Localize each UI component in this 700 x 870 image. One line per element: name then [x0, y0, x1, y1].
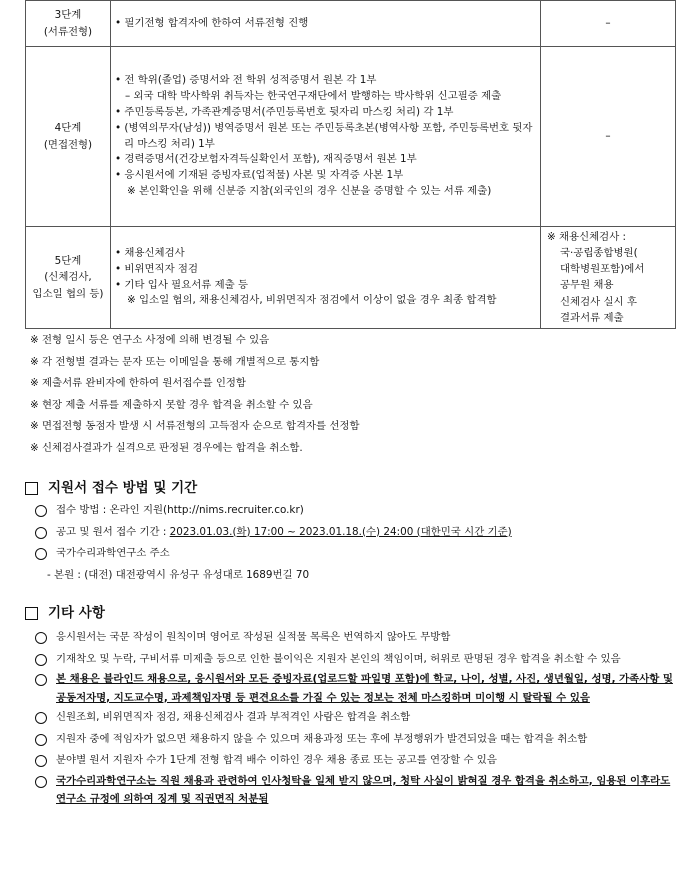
selection-process-table	[25, 0, 676, 329]
stage-cell	[26, 1, 111, 47]
list-item	[35, 707, 680, 729]
stage-label: 4단계	[54, 122, 82, 135]
application-details	[35, 500, 680, 586]
list-item	[35, 729, 680, 751]
stage-cell	[26, 227, 111, 329]
document-item: • (병역의무자(남성)) 병역증명서 원본 또는 주민등록초본(병역사항 포함, 주민등록번호 뒷자리 마스킹 처리) 1부	[115, 121, 533, 150]
section-title: 기타 사항	[48, 605, 105, 621]
note-line: ※ 제출서류 완비자에 한하여 원서접수를 인정함	[30, 377, 246, 389]
period-value: 2023.01.03.(화) 17:00 ~ 2023.01.18.(수) 24:00 (대한민국 시간 기준)	[169, 525, 512, 538]
note-text: 대학병원포함)에서	[560, 263, 645, 276]
documents-cell	[111, 47, 541, 227]
note-line: ※ 신체검사결과가 실격으로 판정된 경우에는 합격을 취소함.	[30, 441, 303, 454]
circle-bullet-icon	[35, 527, 47, 539]
table-row-stage-4	[26, 47, 676, 227]
table-row-stage-5	[26, 227, 676, 329]
documents-cell	[111, 1, 541, 47]
circle-bullet-icon	[35, 632, 47, 644]
period-label: 공고 및 원서 접수 기간 :	[56, 525, 170, 538]
circle-bullet-icon	[35, 734, 47, 746]
note-line: ※ 현장 제출 서류를 제출하지 못할 경우 합격을 취소할 수 있음	[30, 398, 313, 411]
note-text: –	[605, 129, 611, 142]
note-text: 결과서류 제출	[560, 311, 624, 324]
square-bullet-icon	[25, 607, 38, 620]
note-text: 공무원 채용	[560, 279, 614, 292]
document-item: • 기타 입사 필요서류 제출 등	[115, 278, 249, 291]
list-item	[35, 500, 680, 522]
section-heading-application	[25, 478, 197, 498]
note-line: ※ 전형 일시 등은 연구소 사정에 의해 변경될 수 있음	[30, 334, 270, 346]
square-bullet-icon	[25, 482, 38, 495]
list-item	[35, 522, 680, 544]
address-value: - 본원 : (대전) 대전광역시 유성구 유성대로 1689번길 70	[47, 568, 310, 581]
other-details	[35, 627, 680, 809]
circle-bullet-icon	[35, 674, 47, 686]
circle-bullet-icon	[35, 505, 47, 517]
item-text: 지원자 중에 적임자가 없으면 채용하지 않을 수 있으며 채용과정 또는 후에 부정행위가 발견되었을 때는 합격을 취소함	[56, 732, 588, 745]
stage-type: (면접전형)	[43, 138, 93, 151]
process-notes	[30, 330, 680, 459]
note-text: 국·공립종합병원(	[560, 247, 638, 260]
document-item: • 비위면직자 점검	[115, 262, 198, 275]
list-item	[35, 543, 680, 565]
circle-bullet-icon	[35, 755, 47, 767]
address-label: 국가수리과학연구소 주소	[56, 547, 170, 559]
list-item	[35, 772, 680, 809]
method-label: 접수 방법 : 온라인 지원(	[56, 504, 168, 516]
note-text: –	[605, 16, 611, 29]
circle-bullet-icon	[35, 776, 47, 788]
application-url-link[interactable]: http://nims.recruiter.co.kr	[167, 504, 300, 516]
documents-cell	[111, 227, 541, 329]
document-subitem: – 외국 대학 박사학위 취득자는 한국연구재단에서 발행하는 박사학위 신고필증 제출	[125, 90, 502, 103]
document-item: • 필기전형 합격자에 한하여 서류전형 진행	[115, 16, 309, 29]
document-reference-note: ※ 입소일 협의, 채용신체검사, 비위면직자 점검에서 이상이 없을 경우 최종 합격함	[127, 294, 497, 307]
list-item	[35, 670, 680, 707]
stage-cell	[26, 47, 111, 227]
circle-bullet-icon	[35, 548, 47, 560]
circle-bullet-icon	[35, 654, 47, 666]
stage-label: 5단계	[54, 255, 82, 268]
item-text-emphasis: 국가수리과학연구소는 직원 채용과 관련하여 인사청탁을 일체 받지 않으며, 청탁 사실이 밝혀질 경우 합격을 취소하고, 임용된 이후라도 연구소 규정에 의하여 징계 및 직권면직 처분됨	[56, 774, 671, 805]
item-text: 분야별 원서 지원자 수가 1단계 전형 합격 배수 이하인 경우 채용 종료 또는 공고를 연장할 수 있음	[56, 754, 497, 766]
method-suffix: )	[299, 504, 304, 516]
document-item: • 경력증명서(건강보험자격득실확인서 포함), 재직증명서 원본 1부	[115, 153, 417, 166]
stage-label: 3단계	[54, 9, 82, 22]
section-heading-other	[25, 603, 105, 623]
note-text: 신체검사 실시 후	[560, 295, 637, 308]
document-item: • 채용신체검사	[115, 247, 185, 260]
note-cell	[541, 47, 676, 227]
note-cell	[541, 1, 676, 47]
note-text: ※ 채용신체검사 :	[547, 231, 627, 243]
item-text-emphasis: 본 채용은 블라인드 채용으로, 응시원서와 모든 증빙자료(업로드할 파일명 포함)에 학교, 나이, 성별, 사진, 생년월일, 성명, 가족사항 및 공동저자명, 지도교수명, 과제책임자명 등 편견요소를 가질 수 있는 정보는 전체 마스킹하며 미이행 시 탈락될 수 있음	[56, 673, 673, 704]
note-line: ※ 각 전형별 결과는 문자 또는 이메일을 통해 개별적으로 통지함	[30, 355, 320, 368]
section-title: 지원서 접수 방법 및 기간	[48, 480, 198, 496]
table-row-stage-3	[26, 1, 676, 47]
item-text: 신원조회, 비위면직자 점검, 채용신체검사 결과 부적격인 사람은 합격을 취소함	[56, 711, 411, 723]
stage-type-cont: 입소일 협의 등)	[32, 287, 104, 300]
circle-bullet-icon	[35, 712, 47, 724]
list-item	[35, 627, 680, 649]
document-item: • 응시원서에 기재된 증빙자료(업적물) 사본 및 자격증 사본 1부	[115, 169, 404, 182]
list-item	[35, 649, 680, 671]
item-text: 응시원서는 국문 작성이 원칙이며 영어로 작성된 실적물 목록은 번역하지 않아도 무방함	[56, 631, 451, 643]
document-item: • 주민등록등본, 가족관계증명서(주민등록번호 뒷자리 마스킹 처리) 각 1부	[115, 105, 454, 118]
item-text: 기재착오 및 누락, 구비서류 미제출 등으로 인한 불이익은 지원자 본인의 책임이며, 허위로 판명된 경우 합격을 취소할 수 있음	[56, 652, 621, 665]
stage-type: (서류전형)	[43, 25, 93, 38]
note-line: ※ 면접전형 동점자 발생 시 서류전형의 고득점자 순으로 합격자를 선정함	[30, 420, 360, 432]
document-item: • 전 학위(졸업) 증명서와 전 학위 성적증명서 원본 각 1부	[115, 74, 377, 87]
list-item	[35, 750, 680, 772]
stage-type: (신체검사,	[44, 271, 92, 284]
document-reference-note: ※ 본인확인을 위해 신분증 지참(외국인의 경우 신분을 증명할 수 있는 서류 제출)	[127, 184, 492, 197]
note-cell	[541, 227, 676, 329]
